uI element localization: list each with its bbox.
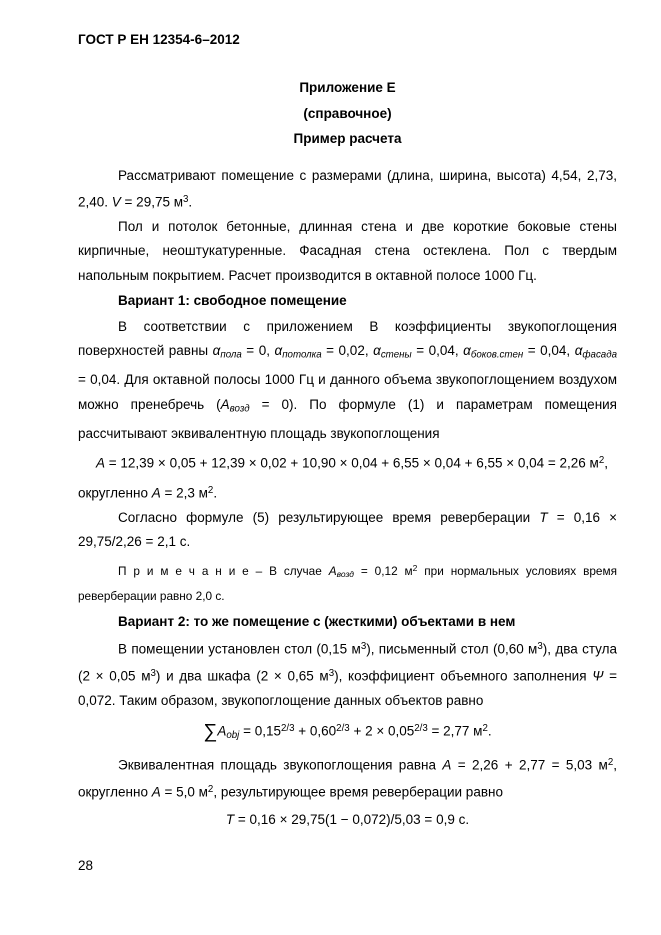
text-run: V (111, 194, 121, 210)
formula-objects-absorption (78, 717, 617, 748)
text-run: + 2 × 0,05 (349, 722, 415, 738)
text-run: . (213, 485, 218, 501)
text-run: A (442, 757, 452, 773)
text-run: , (604, 455, 609, 471)
text-run: , округленно (78, 757, 618, 800)
page-number: 28 (78, 858, 94, 873)
paragraph-room-objects (78, 635, 617, 713)
text-run: 2/3 (414, 722, 428, 734)
paragraph-room-dimensions (78, 164, 617, 215)
appendix-heading: Приложение Е (299, 80, 396, 95)
paragraph-total-absorption (78, 751, 617, 805)
text-run: α (574, 343, 583, 359)
paragraph-room-surfaces (78, 215, 617, 289)
text-run: = 0,16 × 29,75(1 − 0,072)/5,03 = 0,9 с. (234, 811, 470, 827)
text-run: пола (220, 349, 242, 361)
text-run: ), письменный стол (0,60 м (366, 641, 538, 657)
text-run: 2 (207, 783, 214, 795)
text-run: при нормальных условиях время реверберации равно 2,0 с. (78, 563, 617, 604)
text-run: = 0,12 м (353, 563, 413, 578)
text-run: T (225, 811, 235, 827)
text-run: α (274, 343, 283, 359)
text-run: = 0,04, (411, 343, 464, 359)
text-run: . (188, 194, 193, 210)
note (78, 557, 617, 608)
text-run: = 0,16 × 29,75/2,26 = 2,1 с. (78, 509, 617, 550)
paragraph-absorption-coefficients (78, 315, 617, 446)
text-run: obj (226, 729, 240, 741)
text-run: . (487, 722, 492, 738)
doc-header: ГОСТ Р ЕН 12354-6–2012 (78, 32, 240, 47)
text-run: В помещении установлен стол (0,15 м (118, 641, 361, 657)
text-run: = 2,26 + 2,77 = 5,03 м (451, 757, 608, 773)
text-run: 3 (328, 668, 335, 680)
text-run: = 0, (241, 343, 275, 359)
text-run: , результирующее время реверберации равно (213, 784, 503, 800)
text-run: потолка (282, 349, 322, 361)
text-run: Ψ (592, 668, 604, 684)
text-run: Эквивалентная площадь звукопоглощения равна (118, 757, 443, 773)
text-run: ∑ (203, 720, 218, 743)
formula-resulting-time (78, 808, 617, 833)
text-run: = 5,0 м (160, 784, 208, 800)
text-run: ), коэффициент объемного заполнения (334, 668, 593, 684)
text-run: возд (229, 403, 250, 415)
text-run: 2/3 (336, 722, 350, 734)
text-run: 2 (412, 562, 418, 573)
text-run: 2 (207, 485, 214, 497)
paragraph-reverberation-time (78, 506, 617, 555)
text-run: В соответствии с приложением В коэффициенты звукопоглощения поверхностей равны (78, 318, 617, 359)
text-run: = 2,3 м (160, 485, 208, 501)
text-run: 2 (482, 722, 488, 734)
text-run: A (151, 485, 161, 501)
text-run: 3 (360, 641, 367, 653)
text-run: 3 (537, 641, 543, 653)
text-run: α (463, 343, 471, 359)
text-run: ), два стула (2 × 0,05 м (78, 641, 618, 684)
text-run: = 0,072. Таким образом, звукопоглощение данных объектов равно (78, 668, 617, 709)
text-run: = 12,39 × 0,05 + 12,39 × 0,02 + 10,90 × 0,04 + 6,55 × 0,04 + 6,55 × 0,04 = 2,26 м (105, 455, 599, 471)
text-run: ) и два шкафа (2 × 0,65 м (155, 668, 329, 684)
text-run: α (373, 343, 381, 359)
text-run: 3 (150, 668, 156, 680)
text-run: Рассматривают помещение с размерами (длина, ширина, высота) 4,54, 2,73, 2,40. (78, 167, 617, 210)
text-run: = 0,15 (239, 722, 281, 738)
text-run: A (328, 563, 337, 578)
formula-equivalent-absorption-area (78, 449, 617, 476)
text-run: 3 (183, 194, 189, 205)
text-run: α (212, 343, 221, 359)
text-run: = 2,77 м (427, 722, 483, 738)
text-run: = 0,04. Для октавной полосы 1000 Гц и данного объема звукопоглощением воздухом можно пренебречь ( (78, 372, 617, 412)
text-run: 2 (607, 756, 614, 768)
text-run: A (217, 722, 227, 738)
text-run: = 0). По формуле (1) и параметрам помещения рассчитывают эквивалентную площадь звукопоглощения (78, 396, 617, 441)
text-run: Пол и потолок бетонные, длинная стена и две короткие боковые стены кирпичные, неоштукатуренные. Фасадная стена остеклена. Пол с твердым напольным покрытием. Расчет производится в октавной полосе 1000 Гц. (78, 218, 617, 283)
text-run: = 0,04, (523, 343, 575, 359)
text-run: округленно (78, 485, 152, 501)
appendix-title: Пример расчета (293, 131, 402, 146)
paragraph-rounded-area (78, 479, 617, 506)
text-run: стены (380, 349, 412, 361)
text-run: 2 (598, 455, 605, 467)
text-run: Согласно формуле (5) результирующее время реверберации (118, 509, 540, 525)
text-run: возд (336, 568, 354, 579)
text-run: = 29,75 м (120, 194, 183, 210)
text-run: T (539, 509, 548, 525)
variant1-heading: Вариант 1: свободное помещение (118, 293, 347, 309)
text-run: фасада (582, 349, 617, 361)
text-run: боков.стен (470, 349, 524, 361)
text-run: + 0,60 (294, 722, 337, 738)
text-run: 2/3 (280, 722, 295, 734)
text-run: A (151, 784, 161, 800)
text-run: П р и м е ч а н и е – В случае (118, 563, 329, 578)
variant2-heading: Вариант 2: то же помещение с (жесткими) объектами в нем (118, 613, 516, 629)
text-run: A (220, 396, 230, 412)
text-run: = 0,02, (321, 343, 374, 359)
text-run: A (96, 455, 106, 471)
appendix-subheading: (справочное) (303, 105, 392, 121)
